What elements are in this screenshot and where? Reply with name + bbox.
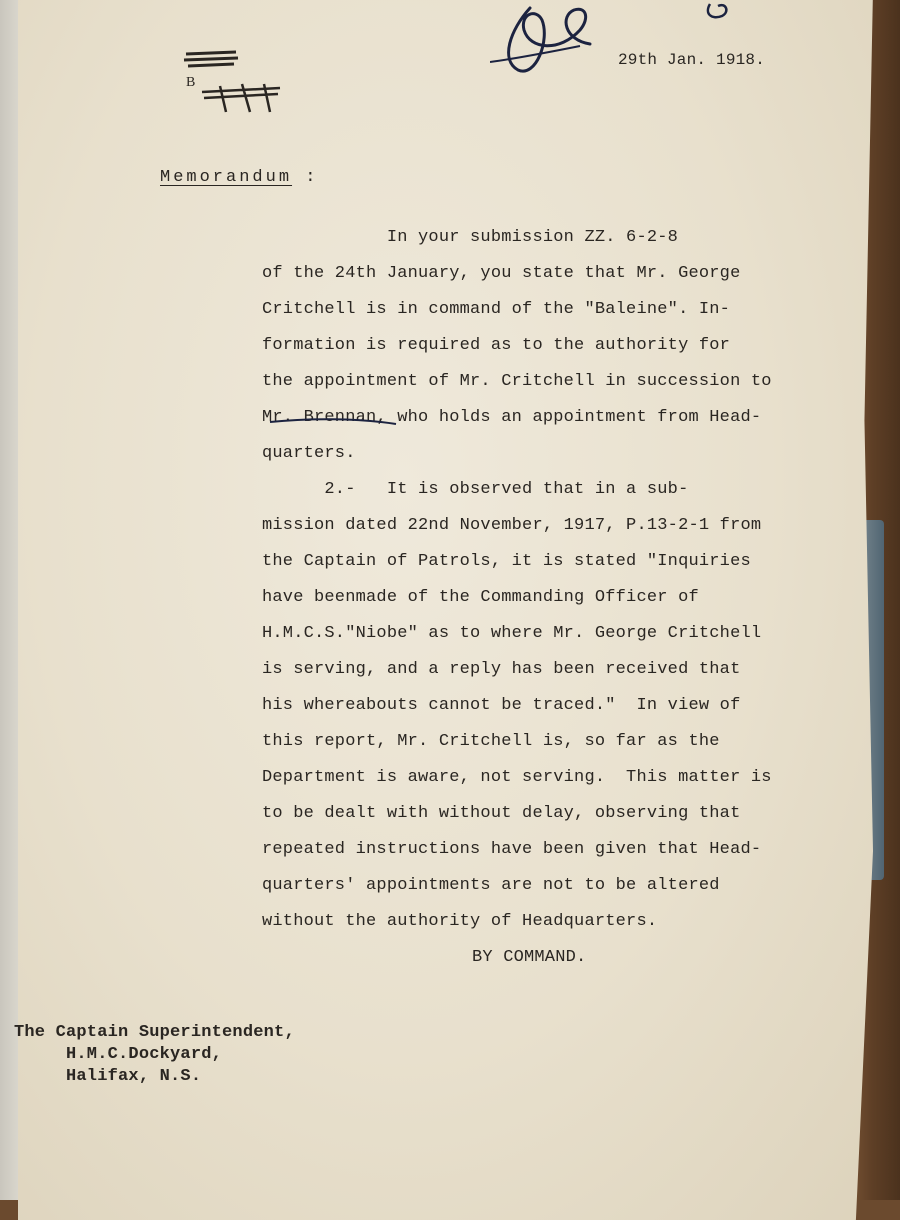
body-line: the Captain of Patrols, it is stated "Inquiries <box>262 552 751 571</box>
closing-signature: BY COMMAND. <box>472 948 587 967</box>
body-line: Critchell is in command of the "Baleine". In- <box>262 300 731 319</box>
body-line: 2.- It is observed that in a sub- <box>262 480 689 499</box>
body-line: have beenmade of the Commanding Officer of <box>262 588 699 607</box>
body-line: quarters. <box>262 444 356 463</box>
body-line: formation is required as to the authority for <box>262 336 731 355</box>
body-line: Department is aware, not serving. This matter is <box>262 768 772 787</box>
pen-underline-mark <box>268 416 398 428</box>
body-line: H.M.C.S."Niobe" as to where Mr. George Critchell <box>262 624 762 643</box>
body-line: mission dated 22nd November, 1917, P.13-2-1 from <box>262 516 762 535</box>
address-line: Halifax, N.S. <box>14 1067 202 1086</box>
body-line: without the authority of Headquarters. <box>262 912 658 931</box>
body-line: Mr. Brennan, who holds an appointment from Head- <box>262 408 762 427</box>
body-line: this report, Mr. Critchell is, so far as the <box>262 732 720 751</box>
memo-body <box>262 220 772 940</box>
body-line: repeated instructions have been given that Head- <box>262 840 762 859</box>
memo-heading-colon: : <box>292 168 319 187</box>
memo-heading <box>160 160 318 196</box>
body-line: to be dealt with without delay, observing that <box>262 804 741 823</box>
body-line: In your submission ZZ. 6-2-8 <box>262 228 679 247</box>
memo-heading-word: Memorandum <box>160 168 293 187</box>
body-line: his whereabouts cannot be traced." In view of <box>262 696 741 715</box>
body-line: of the 24th January, you state that Mr. George <box>262 264 741 283</box>
address-line: H.M.C.Dockyard, <box>14 1045 223 1064</box>
corner-mark-letter: B <box>186 75 196 90</box>
body-line: is serving, and a reply has been received that <box>262 660 741 679</box>
address-line: The Captain Superintendent, <box>14 1023 295 1042</box>
memo-date: 29th Jan. 1918. <box>618 51 766 69</box>
recipient-address <box>14 1022 295 1088</box>
body-line: the appointment of Mr. Critchell in succession to <box>262 372 772 391</box>
struck-out-reference-mark <box>180 40 290 120</box>
body-line: quarters' appointments are not to be altered <box>262 876 720 895</box>
